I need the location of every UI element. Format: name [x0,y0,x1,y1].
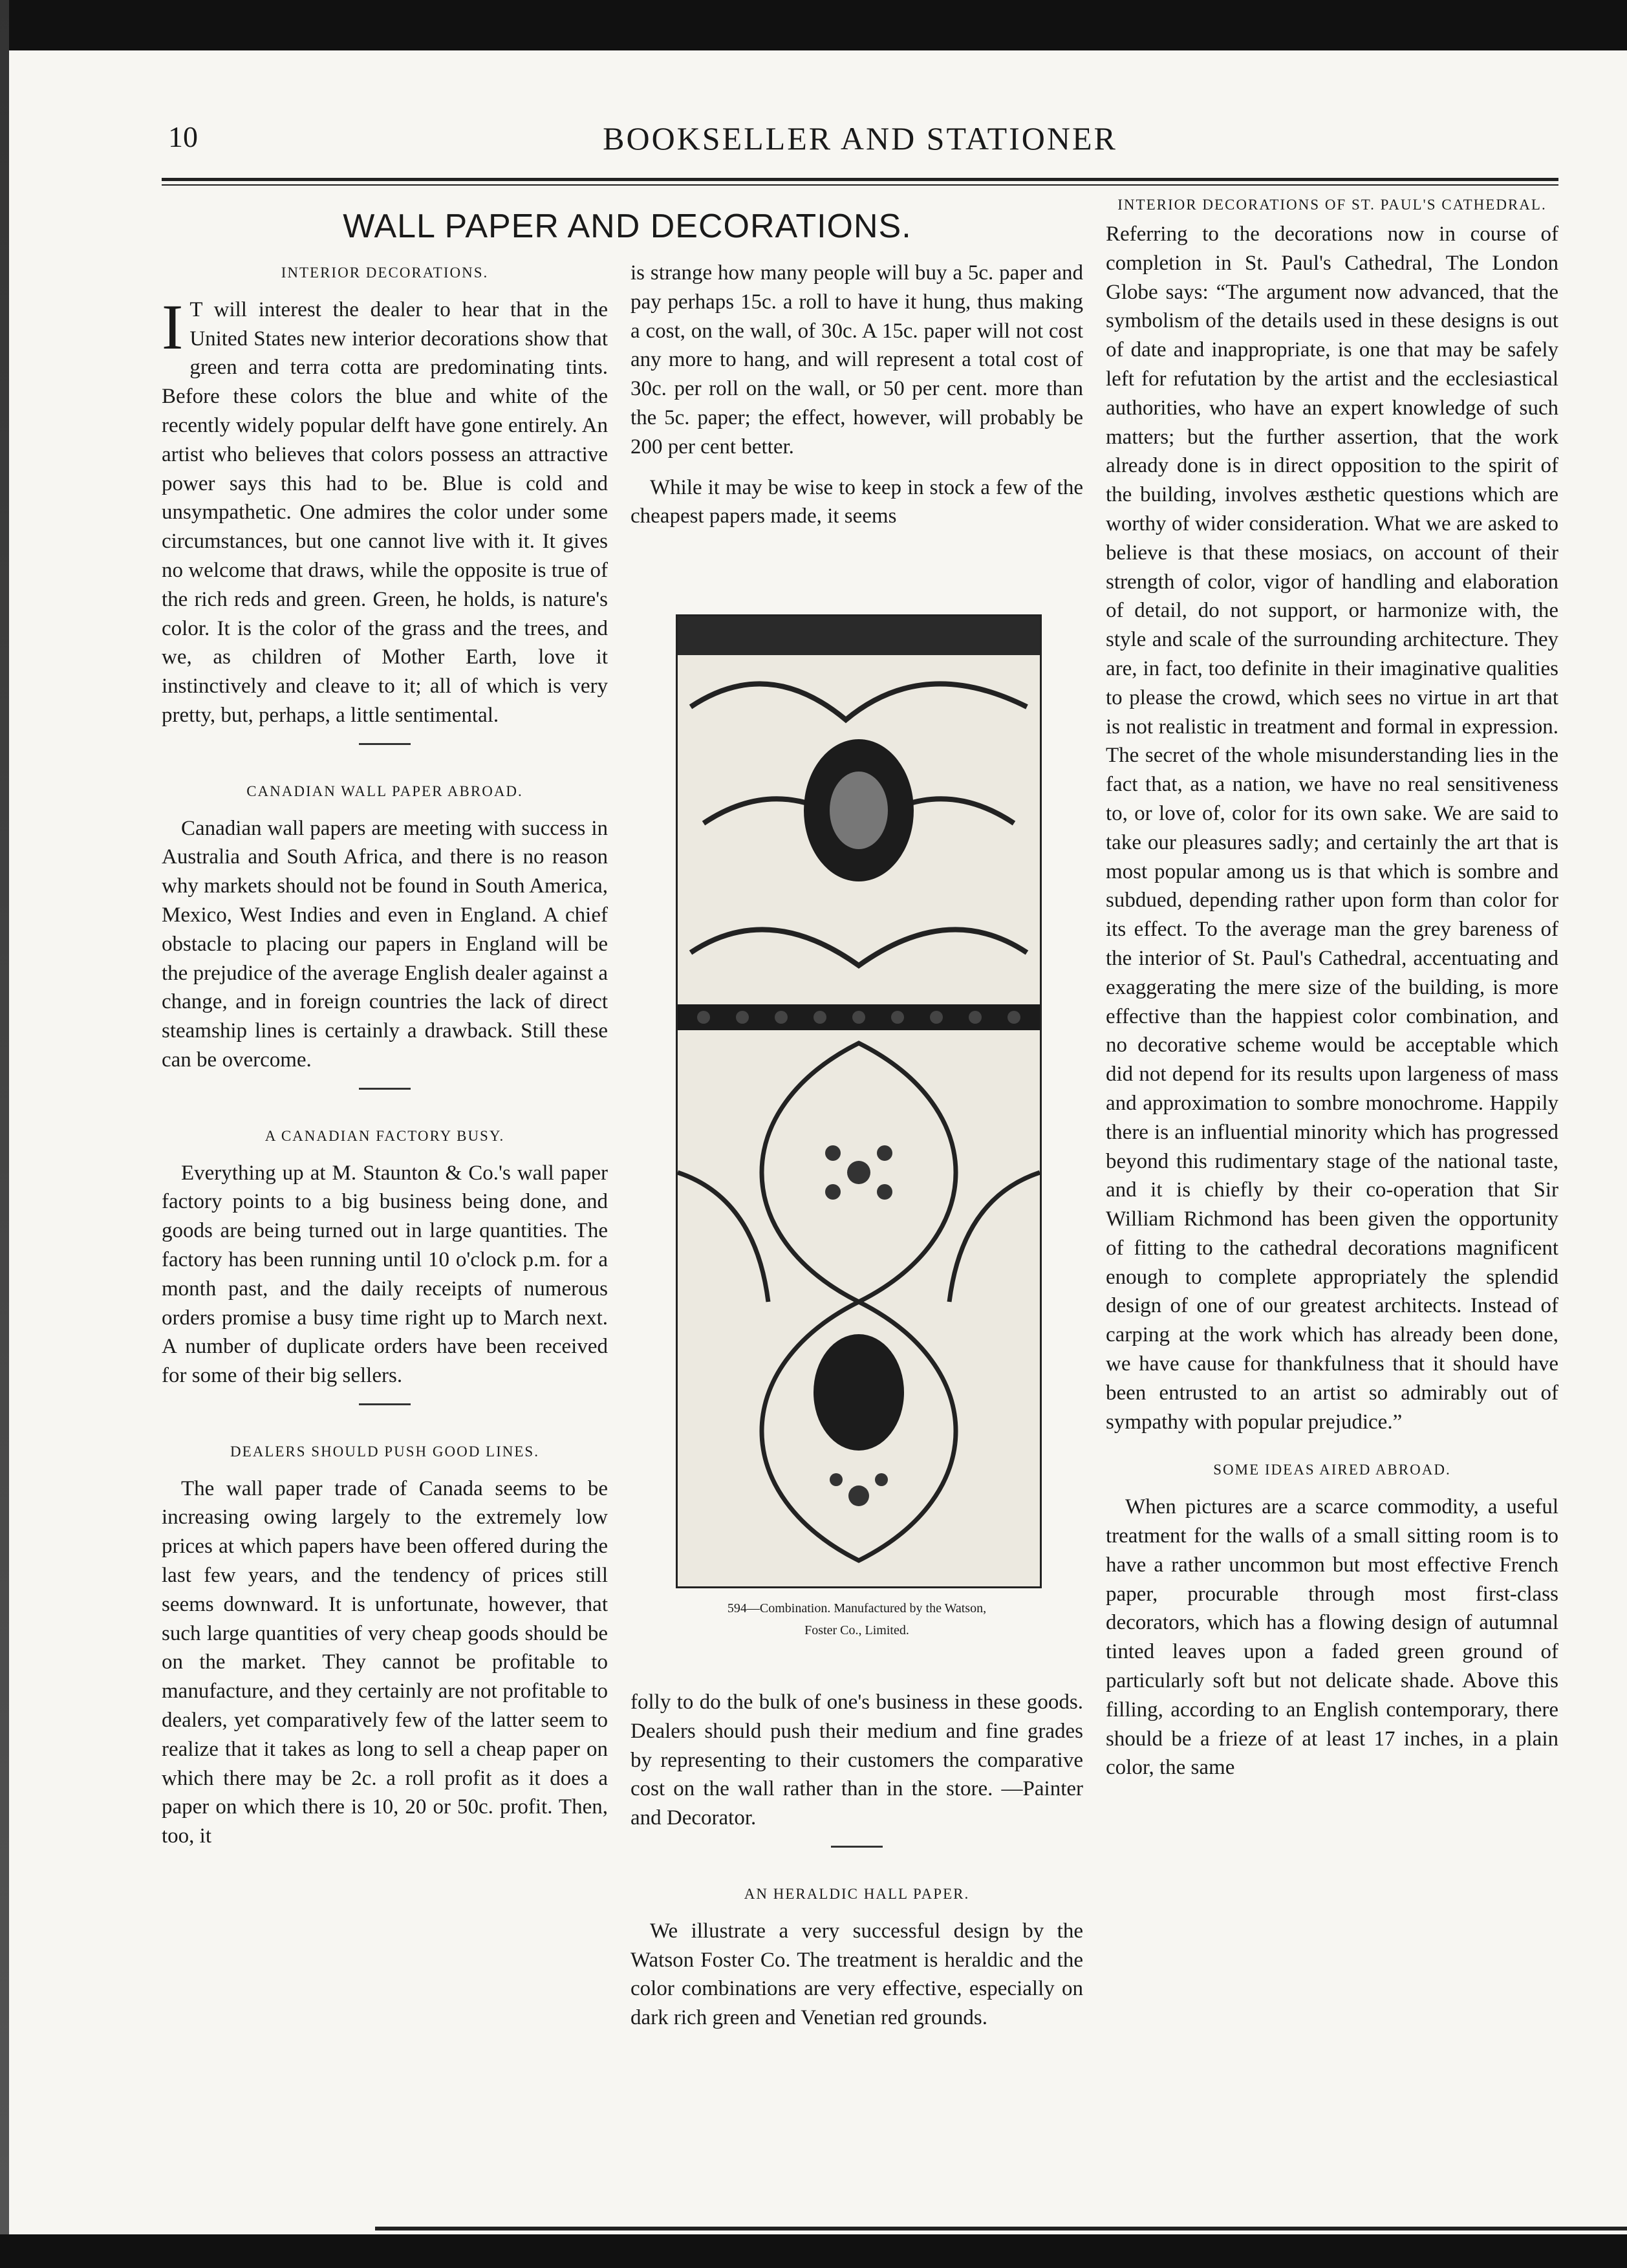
column-3 [1106,194,1558,1794]
section-divider [359,1403,411,1405]
top-scan-border [0,0,1627,50]
push-lines-text: The wall paper trade of Canada seems to be increasing owing largely to the extremely low prices at which papers have been offered during the last few years, and the tendency of prices still seems downward. It is unfortunate, however, that such large quantities of very cheap goods should be on the market. They cannot be profitable to manufacture, and they certainly are not profitable to dealers, yet comparatively few of the latter seem to realize that it takes as long to sell a cheap paper on which there may be 2c. a roll profit as it does a paper on which there is 10, 20 or 50c. profit. Then, too, it [162,1476,608,1848]
push-lines-continued-3: folly to do the bulk of one's business in these goods. Dealers should push their medium and fine grades by representing to their customers the comparative cost on the wall rather than in the store. —Painter and Decorator. [630,1690,1083,1830]
section-divider [359,743,411,745]
push-lines-continued-2: While it may be wise to keep in stock a few of the cheapest papers made, it seems [630,475,1083,528]
section-divider [359,1088,411,1090]
section-heading-interior: INTERIOR DECORATIONS. [281,265,489,281]
section-heading-st-pauls: INTERIOR DECORATIONS OF ST. PAUL'S CATHEDRAL. [1117,197,1547,213]
article-title: WALL PAPER AND DECORATIONS. [343,208,912,245]
st-pauls-text: Referring to the decorations now in course of completion in St. Paul's Cathedral, The London Globe says: “The argument now advanced, that the symbolism of the details used in these designs is out of date and inappropriate, is one that may be safely left for refutation by the artist and the ecclesiastical authorities, who have an expert knowledge of such matters; but the further assertion, that the work already done is in direct opposition to the spirit of the building, involves æsthetic questions which are worthy of wider consideration. What we are asked to believe is that these mosiacs, on account of their strength of color, vigor of handling and elaboration of detail, do not support, or harmonize with, the style and scale of the surrounding architecture. They are, in fact, too definite in their imaginative qualities to please the crowd, which sees no virtue in art that is not realistic in treatment and formal in expression. The secret of the whole misunderstanding lies in the fact that, as a nation, we have no real sensitiveness to, or love of, color for its own sake. We are said to take our pleasures sadly; and certainly the art that is most popular among us is that which is sombre and subdued, depending rather upon form than color for its effect. To the average man the grey bareness of the interior of St. Paul's Cathedral, accentuating and exaggerating the mere size of the building, is more effective than the happiest color combination, and no decorative scheme would be acceptable which did not depend for its results upon largeness of mass and approximation to sombre monochrome. Happily there is an influential minority which has progressed beyond this rudimentary stage of the national taste, and it is chiefly by their co-operation that Sir William Richmond has been given the opportunity of fitting to the cathedral decorations magnificent enough to complete appropriately the splendid design of one of our greatest architects. Instead of carping at the work which has already been done, we have cause for thankfulness that it should have been entrusted to an artist so admirably out of sympathy with popular prejudice.” [1106,222,1558,1434]
push-lines-continued: is strange how many people will buy a 5c. paper and pay perhaps 15c. a roll to have it hung, thus making a cost, on the wall, of 30c. A 15c. paper will not cost any more to hang, and will represent a total cost of 30c. per roll on the wall, or 50 per cent. more than the 5c. paper; the effect, however, will probably be 200 per cent better. [630,261,1083,459]
wallpaper-illustration [676,614,1042,1588]
section-heading-factory-busy: A CANADIAN FACTORY BUSY. [264,1127,505,1144]
column-2-bottom [630,1688,1083,2044]
column-2-top [630,259,1083,543]
section-heading-heraldic: AN HERALDIC HALL PAPER. [744,1885,970,1902]
ornament-pattern [678,616,1040,1586]
factory-busy-text: Everything up at M. Staunton & Co.'s wall paper factory points to a big business being done, and goods are being turned out in large quantities. The factory has been running until 10 o'clock p.m. for a month past, and the daily receipts of numerous orders promise a busy time right up to March next. A number of duplicate orders have been received for some of their big sellers. [162,1161,608,1388]
section-heading-push-lines: DEALERS SHOULD PUSH GOOD LINES. [230,1443,539,1460]
caption-line-2: Foster Co., Limited. [804,1623,909,1637]
interior-text: T will interest the dealer to hear that in the United States new interior decorations show that green and terra cotta are predominating tints. Before these colors the blue and white of the recently widely popular delft have gone entirely. An artist who believes that colors possess an attractive power says this had to be. Blue is cold and unsympathetic. One admires the color under some circumstances, but one cannot live with it. It gives no welcome that draws, while the opposite is true of the rich reds and green. Green, he holds, is nature's color. It is the color of the grass and the trees, and we, as children of Mother Earth, love it instinctively and cleave to it; all of which is very pretty, but, perhaps, a little sentimental. [162,297,608,727]
heraldic-text: We illustrate a very successful design by the Watson Foster Co. The treatment is heraldic and the color combinations are very effective, especially on dark rich green and Venetian red grounds. [630,1919,1083,2030]
page-header [162,120,1558,171]
illustration-caption [630,1597,1083,1641]
running-title: BOOKSELLER AND STATIONER [603,120,1117,157]
bottom-rule [375,2227,1627,2230]
interior-paragraph [162,290,608,730]
header-rule [162,178,1558,181]
left-scan-edge [0,0,9,2268]
drop-cap: I [162,290,184,363]
caption-line-1: 594—Combination. Manufactured by the Watson, [727,1601,987,1615]
section-heading-ideas-abroad: SOME IDEAS AIRED ABROAD. [1213,1462,1451,1478]
page-number: 10 [168,120,198,153]
ideas-abroad-text: When pictures are a scarce commodity, a useful treatment for the walls of a small sitting room is to have a rather uncommon but most effective French paper, procurable through most first-class decorators, which has a flowing design of autumnal tinted leaves upon a faded green ground of particularly soft but not delicate shade. Above this filling, according to an English contemporary, there should be a frieze of at least 17 inches, in a plain color, the same [1106,1495,1558,1780]
section-heading-canadian-abroad: CANADIAN WALL PAPER ABROAD. [246,783,523,799]
section-divider [831,1846,883,1848]
column-1 [162,259,608,1863]
canadian-abroad-text: Canadian wall papers are meeting with success in Australia and South Africa, and there is no reason why markets should not be found in South America, Mexico, West Indies and even in England. A chief obstacle to placing our papers in England will be the prejudice of the average English dealer against a change, and in foreign countries the lack of direct steamship lines is certainly a drawback. Still these can be overcome. [162,816,608,1072]
header-rule-thin [162,184,1558,186]
bottom-scan-border [0,2234,1627,2268]
